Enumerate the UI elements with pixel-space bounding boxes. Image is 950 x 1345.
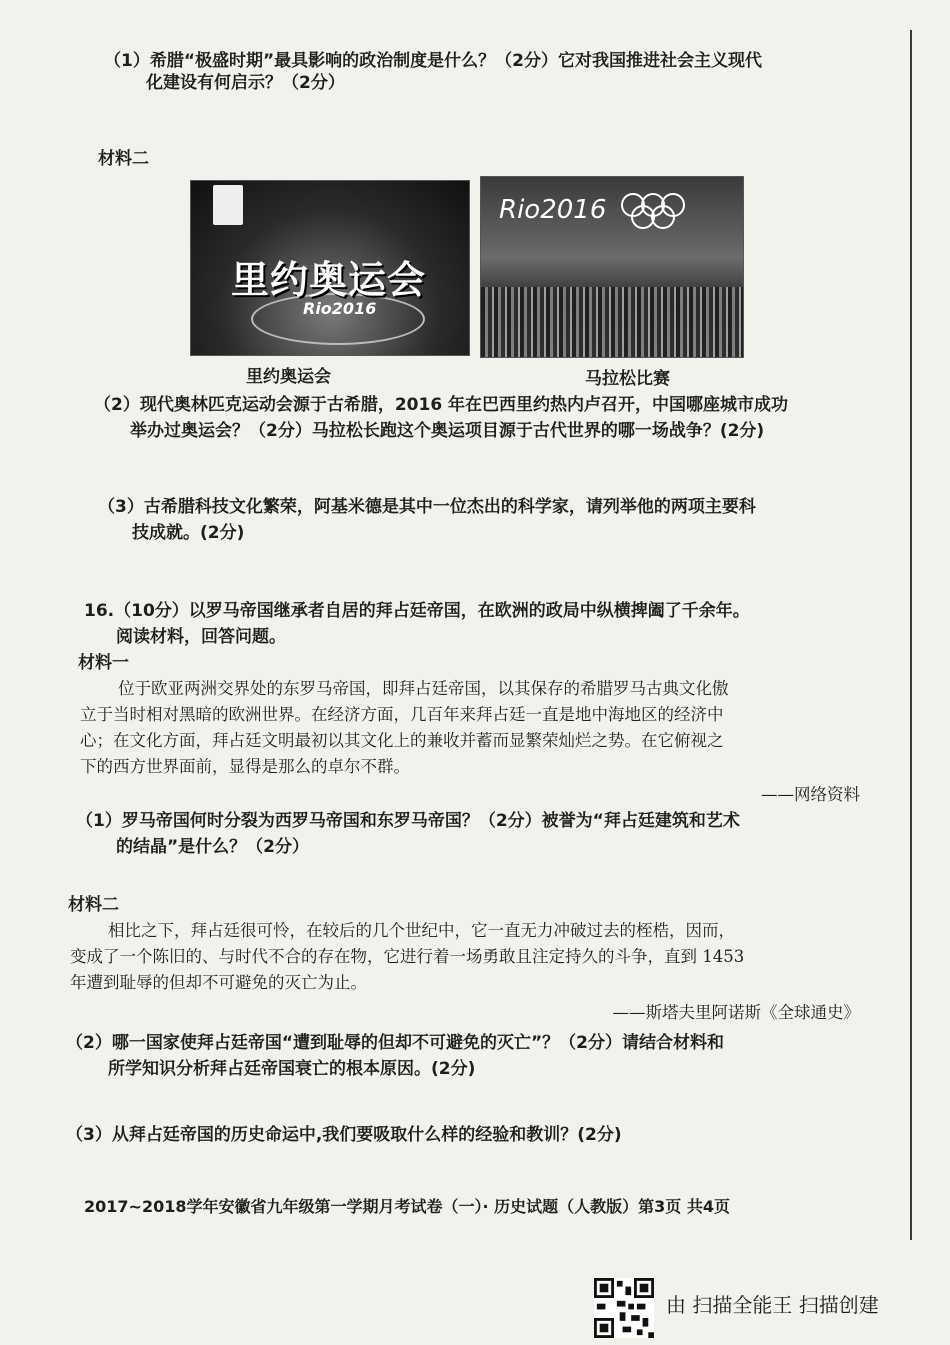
q16-material1-label: 材料一: [78, 653, 129, 673]
q16-part2-line2: 所学知识分析拜占廷帝国衰亡的根本原因。(2分): [108, 1059, 476, 1079]
q16-intro-line1: 16.（10分）以罗马帝国继承者自居的拜占廷帝国，在欧洲的政局中纵横捭阖了千余年。: [84, 601, 750, 621]
marathon-image: [480, 176, 744, 358]
runners-crowd: [481, 287, 743, 357]
rio-image-subtitle: Rio2016: [303, 299, 377, 318]
q16-part2-line1: （2）哪一国家使拜占廷帝国“遭到耻辱的但却不可避免的灭亡”？（2分）请结合材料和: [66, 1033, 725, 1053]
q15-part1-line2: 化建设有何启示？（2分）: [146, 73, 345, 93]
q16-material1-source: ——网络资料: [761, 785, 860, 804]
rio-olympics-image: [190, 180, 470, 356]
marathon-image-banner: Rio2016: [499, 195, 607, 225]
marathon-image-caption: 马拉松比赛: [585, 369, 670, 389]
page-edge-line: [910, 30, 912, 1240]
q16-material2-label: 材料二: [68, 895, 119, 915]
rio-logo-icon: [213, 185, 243, 225]
q16-material1-line1: 位于欧亚两洲交界处的东罗马帝国，即拜占廷帝国，以其保存的希腊罗马古典文化傲: [118, 679, 729, 698]
q16-material1-line3: 心；在文化方面，拜占廷文明最初以其文化上的兼收并蓄而显繁荣灿烂之势。在它俯视之: [80, 731, 724, 750]
q16-intro-line2: 阅读材料，回答问题。: [116, 627, 286, 647]
q16-material1-line2: 立于当时相对黑暗的欧洲世界。在经济方面，几百年来拜占廷一直是地中海地区的经济中: [80, 705, 724, 724]
q15-material2-label: 材料二: [98, 149, 149, 169]
q15-part2-line2: 举办过奥运会？（2分）马拉松长跑这个奥运项目源于古代世界的哪一场战争？(2分): [130, 421, 765, 441]
q15-part3-line2: 技成就。(2分): [132, 523, 245, 543]
qr-code-icon: [594, 1278, 654, 1338]
q15-part1-line1: （1）希腊“极盛时期”最具影响的政治制度是什么？（2分）它对我国推进社会主义现代: [104, 51, 763, 71]
q16-part3-line1: （3）从拜占廷帝国的历史命运中,我们要吸取什么样的经验和教训？(2分): [66, 1125, 622, 1145]
q15-part2-line1: （2）现代奥林匹克运动会源于古希腊，2016 年在巴西里约热内卢召开，中国哪座城市成功: [94, 395, 789, 415]
q16-material2-line3: 年遭到耻辱的但却不可避免的灭亡为止。: [70, 973, 367, 992]
rio-image-caption: 里约奥运会: [246, 367, 331, 387]
q16-part1-line1: （1）罗马帝国何时分裂为西罗马帝国和东罗马帝国？（2分）被誉为“拜占廷建筑和艺术: [76, 811, 740, 831]
q15-part3-line1: （3）古希腊科技文化繁荣，阿基米德是其中一位杰出的科学家，请列举他的两项主要科: [98, 497, 756, 517]
scanner-watermark: 由 扫描全能王 扫描创建: [666, 1293, 879, 1317]
rio-image-title: 里约奥运会: [231, 258, 427, 302]
q16-material2-source: ——斯塔夫里阿诺斯《全球通史》: [612, 1003, 860, 1022]
q16-material1-line4: 下的西方世界面前，显得是那么的卓尔不群。: [80, 757, 410, 776]
q16-part1-line2: 的结晶”是什么？（2分）: [116, 837, 310, 857]
q16-material2-line1: 相比之下，拜占廷很可怜，在较后的几个世纪中，它一直无力冲破过去的桎梏，因而，: [108, 921, 735, 940]
page-footer: 2017~2018学年安徽省九年级第一学期月考试卷（一）· 历史试题（人教版）第3页 共4页: [84, 1197, 730, 1216]
q16-material2-line2: 变成了一个陈旧的、与时代不合的存在物，它进行着一场勇敢且注定持久的斗争，直到 1453: [70, 947, 745, 966]
